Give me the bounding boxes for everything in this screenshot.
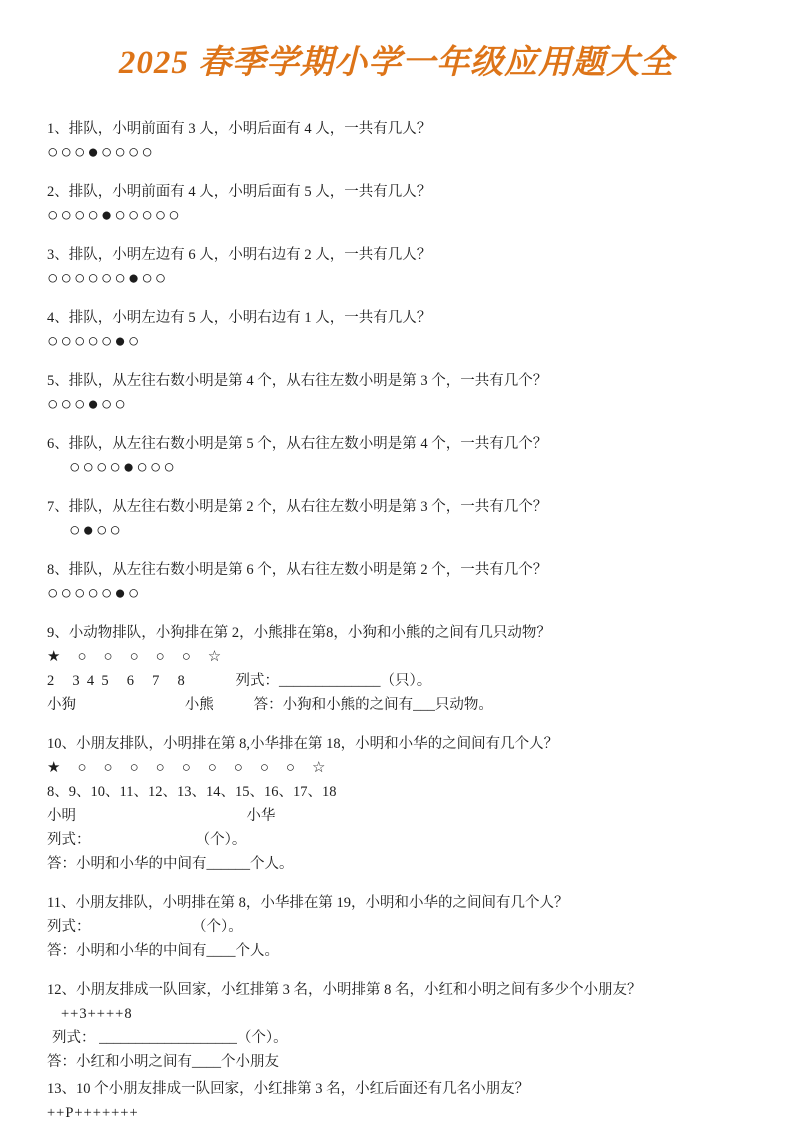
star-row: ★ ○ ○ ○ ○ ○ ☆	[47, 649, 223, 665]
circle-row: ○○○●○○○○	[47, 142, 155, 163]
question-block-q11	[47, 891, 746, 963]
plus-row: ++P+++++++	[47, 1105, 139, 1121]
question-text: 8、排队，从左往右数小明是第 6 个，从右往左数小明是第 2 个，一共有几个？	[47, 562, 548, 578]
question-block-q10	[47, 732, 746, 876]
question-text: 5、排队，从左往右数小明是第 4 个，从右往左数小明是第 3 个，一共有几个？	[47, 373, 548, 389]
question-text: 7、排队，从左往右数小明是第 2 个，从右往左数小明是第 3 个，一共有几个？	[47, 499, 548, 515]
answer-row: 答：小明和小华的中间有______个人。	[47, 856, 294, 872]
question-block-q5	[47, 369, 746, 417]
question-block-q3	[47, 243, 746, 291]
name-answer-row: 小狗 小熊 答：小狗和小熊的之间有___只动物。	[47, 697, 493, 713]
page-title: 2025 春季学期小学一年级应用题大全	[118, 45, 675, 81]
circle-row: ○○○○○●○	[47, 331, 142, 352]
answer-row: 答：小红和小明之间有____个小朋友	[47, 1054, 279, 1070]
circle-row: ○○○○●○○○○○	[47, 205, 182, 226]
circle-row: ○○○○○●○	[47, 583, 142, 604]
number-formula-row: 2 3 4 5 6 7 8 列式：______________（只）。	[47, 673, 432, 689]
circle-row: ○○○●○○	[47, 394, 128, 415]
question-text: 3、排队，小明左边有 6 人，小明右边有 2 人，一共有几人？	[47, 247, 432, 263]
plus-row: ++3++++8	[61, 1006, 133, 1022]
question-block-q4	[47, 306, 746, 354]
question-block-q8	[47, 558, 746, 606]
formula-row: 列式： （个）。	[47, 832, 247, 848]
question-block-q6	[47, 432, 746, 480]
formula-row: 列式： （个）。	[47, 919, 243, 935]
question-text: 2、排队，小明前面有 4 人，小明后面有 5 人，一共有几人？	[47, 184, 432, 200]
number-row: 8、9、10、11、12、13、14、15、16、17、18	[47, 784, 337, 800]
question-text: 6、排队，从左往右数小明是第 5 个，从右往左数小明是第 4 个，一共有几个？	[47, 436, 548, 452]
worksheet-page	[47, 36, 746, 1125]
question-text: 4、排队，小明左边有 5 人，小明右边有 1 人，一共有几人？	[47, 310, 432, 326]
question-text: 13、10 个小朋友排成一队回家，小红排第 3 名，小红后面还有几名小朋友？	[47, 1081, 530, 1097]
star-row: ★ ○ ○ ○ ○ ○ ○ ○ ○ ○ ☆	[47, 760, 327, 776]
answer-row: 答：小明和小华的中间有____个人。	[47, 943, 279, 959]
formula-row: 列式： ___________________（个）。	[52, 1030, 288, 1046]
question-block-q13	[47, 1077, 746, 1125]
question-block-q7	[47, 495, 746, 543]
question-text: 12、小朋友排成一队回家，小红排第 3 名，小明排第 8 名，小红和小明之间有多少个小朋友？	[47, 982, 642, 998]
question-block-q9	[47, 621, 746, 717]
question-text: 1、排队，小明前面有 3 人，小明后面有 4 人，一共有几人？	[47, 121, 432, 137]
question-block-q12	[47, 978, 746, 1074]
question-text: 10、小朋友排队，小明排在第 8,小华排在第 18，小明和小华的之间间有几个人？	[47, 736, 559, 752]
circle-row: ○●○○	[69, 520, 123, 541]
circle-row: ○○○○○○●○○	[47, 268, 169, 289]
question-text: 9、小动物排队，小狗排在第 2，小熊排在第8，小狗和小熊的之间有几只动物？	[47, 625, 551, 641]
question-list	[47, 117, 746, 1125]
circle-row: ○○○○●○○○	[69, 457, 177, 478]
name-row: 小明 小华	[47, 808, 276, 824]
question-block-q1	[47, 117, 746, 165]
question-text: 11、小朋友排队，小明排在第 8，小华排在第 19，小明和小华的之间间有几个人？	[47, 895, 569, 911]
question-block-q2	[47, 180, 746, 228]
